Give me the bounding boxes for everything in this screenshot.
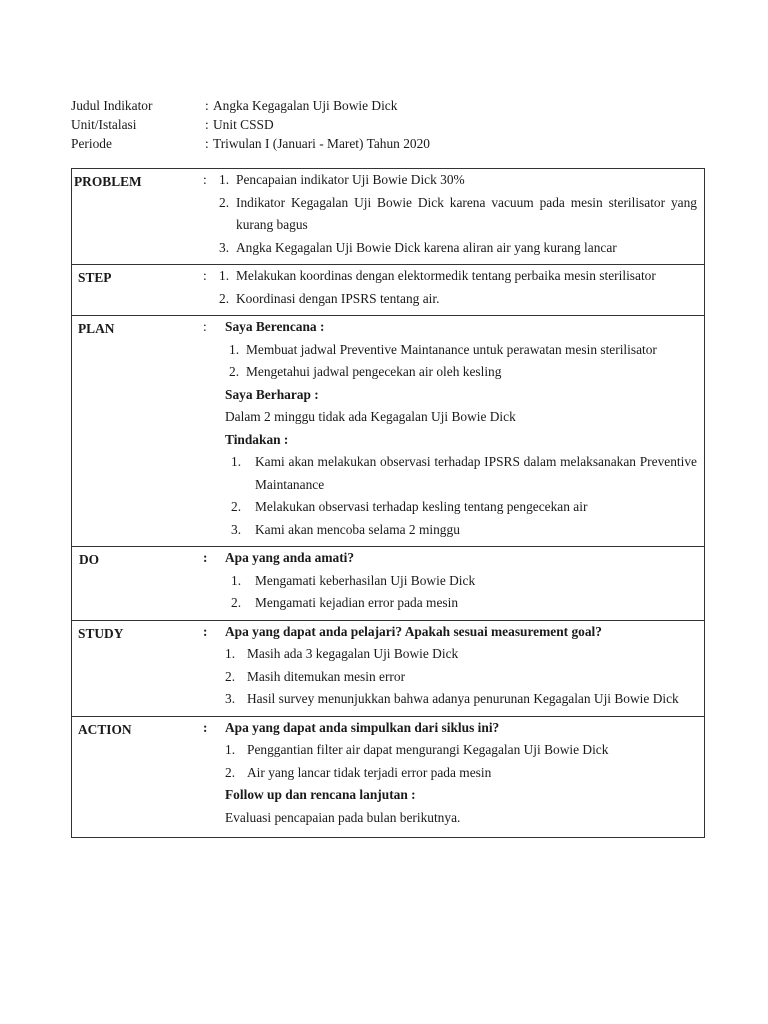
section-body: [203, 169, 705, 265]
item-number: 2.: [231, 595, 242, 610]
header-separator: :: [205, 117, 209, 132]
section-cell: [72, 265, 204, 316]
item-number: 3.: [219, 239, 230, 255]
document-header: [71, 96, 430, 153]
list-item: [225, 592, 697, 615]
item-text: Kami akan mencoba selama 2 minggu: [255, 521, 460, 537]
item-number: 3.: [231, 521, 242, 537]
section-label: STEP: [78, 270, 112, 285]
list-item: [225, 451, 697, 496]
item-number: 2.: [219, 290, 230, 306]
item-text: Melakukan koordinas dengan elektormedik tentang perbaika mesin sterilisator: [236, 268, 656, 283]
header-label: Periode: [71, 136, 112, 151]
item-number: 1.: [219, 268, 230, 283]
header-row-periode: [71, 134, 430, 153]
section-colon: :: [203, 268, 207, 283]
plan-berencana-heading: Saya Berencana :: [225, 319, 325, 334]
section-colon: :: [203, 623, 208, 639]
header-value: Angka Kegagalan Uji Bowie Dick: [213, 98, 398, 113]
row-study: [72, 620, 705, 716]
item-text: Mengamati kejadian error pada mesin: [255, 595, 459, 610]
item-number: 1.: [225, 742, 236, 757]
list-item: [219, 169, 697, 192]
header-label: Unit/Istalasi: [71, 117, 137, 132]
header-label: Judul Indikator: [71, 98, 153, 113]
section-cell: [72, 316, 204, 547]
item-text: Mengamati keberhasilan Uji Bowie Dick: [255, 572, 476, 588]
study-question: Apa yang dapat anda pelajari? Apakah sesuai measurement goal?: [225, 623, 602, 639]
section-label: PROBLEM: [74, 174, 142, 189]
item-text: Mengetahui jadwal pengecekan air oleh kesling: [246, 364, 502, 379]
item-number: 2.: [229, 364, 240, 379]
list-item: [225, 643, 697, 666]
item-text: Masih ditemukan mesin error: [247, 668, 406, 684]
section-colon: :: [203, 172, 207, 187]
item-number: 2.: [225, 668, 236, 684]
item-text: Koordinasi dengan IPSRS tentang air.: [236, 290, 440, 306]
row-plan: [72, 316, 705, 547]
list-item: [219, 237, 697, 260]
item-number: 3.: [225, 691, 236, 706]
item-number: 1.: [231, 572, 242, 588]
plan-berharap-heading: Saya Berharap :: [225, 386, 319, 402]
section-body: [203, 716, 705, 838]
item-number: 2.: [231, 499, 242, 514]
list-item: [219, 265, 697, 288]
do-question: Apa yang anda amati?: [225, 550, 355, 565]
list-item: [225, 339, 697, 362]
followup-heading: Follow up dan rencana lanjutan :: [225, 787, 416, 802]
item-number: 1.: [225, 646, 236, 661]
header-row-unit: [71, 115, 430, 134]
list-item: [225, 496, 697, 519]
section-colon: :: [203, 550, 208, 565]
list-item: [219, 192, 697, 237]
list-item: [225, 519, 697, 542]
section-colon: :: [203, 719, 208, 735]
section-cell: [72, 547, 204, 621]
item-text: Angka Kegagalan Uji Bowie Dick karena aliran air yang kurang lancar: [236, 239, 617, 255]
section-label: ACTION: [78, 721, 132, 737]
section-body: [203, 316, 705, 547]
plan-berharap-text: Dalam 2 minggu tidak ada Kegagalan Uji Bowie Dick: [225, 409, 516, 424]
list-item: [225, 570, 697, 593]
item-text: Pencapaian indikator Uji Bowie Dick 30%: [236, 172, 465, 187]
followup-text: Evaluasi pencapaian pada bulan berikutnya.: [225, 809, 461, 825]
section-cell: [72, 620, 204, 716]
header-separator: :: [205, 98, 209, 113]
row-step: [72, 265, 705, 316]
item-text: Penggantian filter air dapat mengurangi Kegagalan Uji Bowie Dick: [247, 742, 609, 757]
row-problem: [72, 169, 705, 265]
item-text: Hasil survey menunjukkan bahwa adanya penurunan Kegagalan Uji Bowie Dick: [247, 691, 679, 706]
item-text: Kami akan melakukan observasi terhadap IPSRS dalam melaksanakan Preventive Maintanance: [255, 454, 697, 492]
row-action: [72, 716, 705, 838]
section-label: STUDY: [78, 625, 124, 641]
header-row-judul: [71, 96, 430, 115]
item-number: 2.: [225, 764, 236, 780]
header-value: Triwulan I (Januari - Maret) Tahun 2020: [213, 136, 430, 151]
item-text: Masih ada 3 kegagalan Uji Bowie Dick: [247, 646, 459, 661]
action-question: Apa yang dapat anda simpulkan dari siklus ini?: [225, 719, 500, 735]
row-do: [72, 547, 705, 621]
plan-tindakan-heading: Tindakan :: [225, 431, 289, 447]
item-text: Membuat jadwal Preventive Maintanance untuk perawatan mesin sterilisator: [246, 341, 657, 357]
section-label: PLAN: [78, 321, 115, 336]
section-body: [203, 547, 705, 621]
header-value: Unit CSSD: [213, 117, 274, 132]
item-number: 1.: [219, 172, 230, 187]
item-text: Melakukan observasi terhadap kesling tentang pengecekan air: [255, 499, 588, 514]
header-separator: :: [205, 136, 209, 151]
item-number: 2.: [219, 194, 230, 210]
list-item: [225, 739, 697, 762]
list-item: [225, 361, 697, 384]
item-text: Indikator Kegagalan Uji Bowie Dick karena vacuum pada mesin sterilisator yang kurang bagus: [236, 194, 697, 232]
section-label: DO: [79, 552, 100, 567]
pdca-table: [71, 168, 705, 838]
section-body: [203, 620, 705, 716]
section-body: [203, 265, 705, 316]
section-colon: :: [203, 319, 207, 334]
section-cell: [72, 169, 204, 265]
item-number: 1.: [231, 454, 242, 469]
item-number: 1.: [229, 341, 240, 357]
list-item: [219, 288, 697, 311]
list-item: [225, 688, 697, 711]
list-item: [225, 666, 697, 689]
item-text: Air yang lancar tidak terjadi error pada mesin: [247, 764, 492, 780]
list-item: [225, 762, 697, 785]
section-cell: [72, 716, 204, 838]
